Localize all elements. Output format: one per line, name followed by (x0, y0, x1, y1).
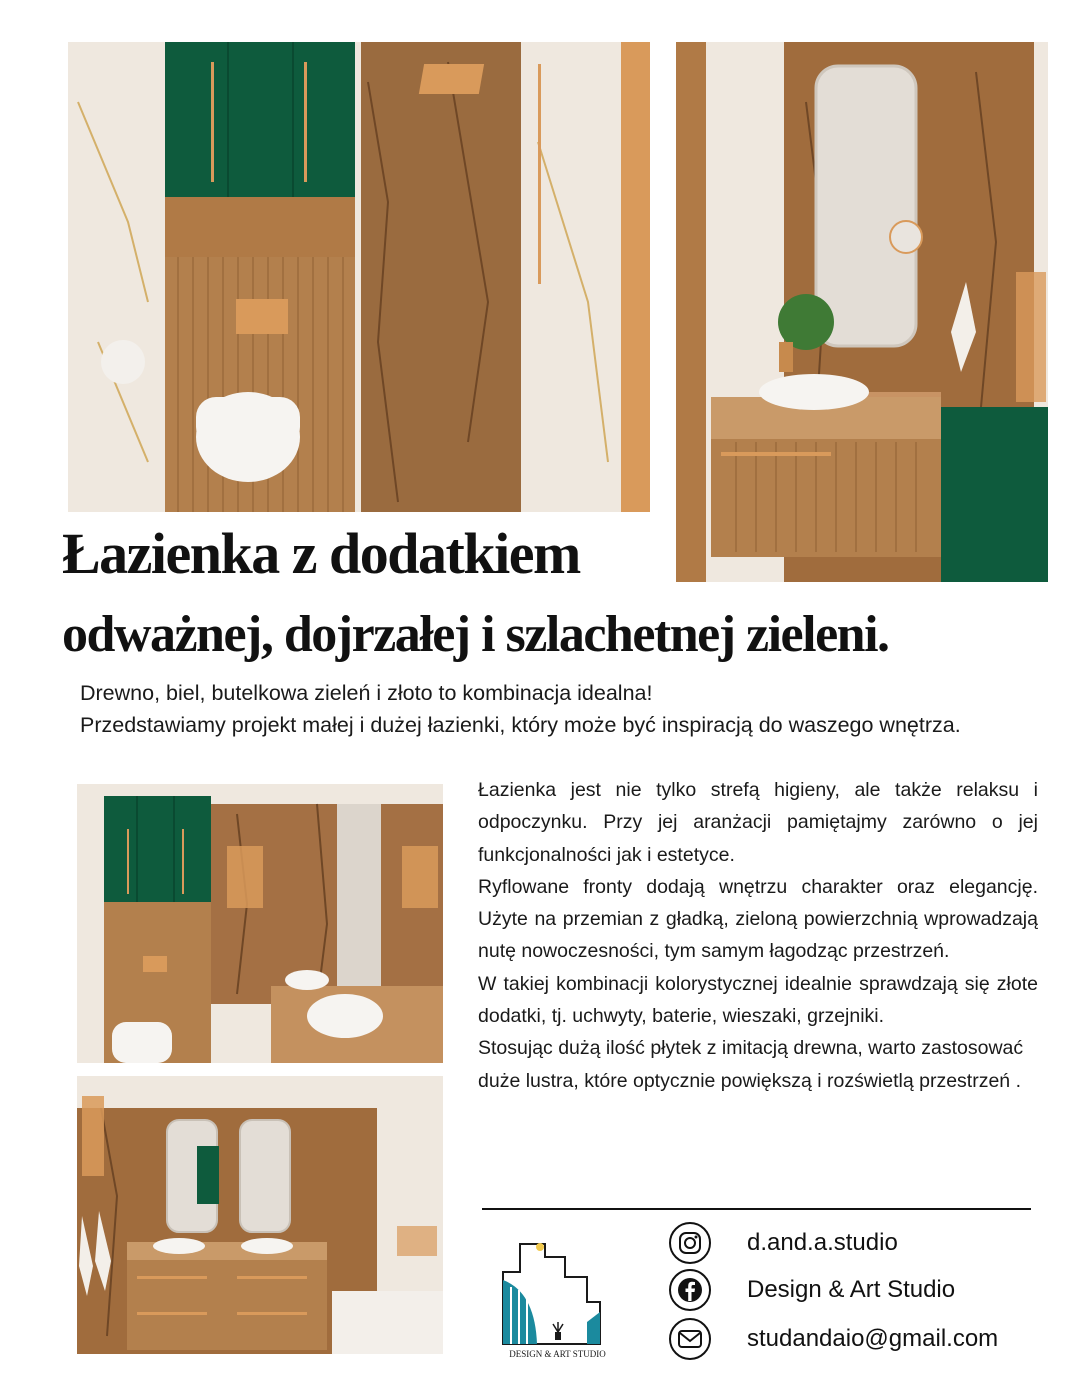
instagram-icon (668, 1221, 712, 1265)
contact-facebook[interactable] (668, 1268, 1048, 1312)
photo-large-bathroom-overview (77, 784, 443, 1063)
instagram-handle: d.and.a.studio (747, 1229, 898, 1256)
body-text (478, 774, 1038, 1097)
photo-small-bathroom-vanity (676, 42, 1048, 582)
body-paragraph-3: W takiej kombinacji kolorystycznej idealnie sprawdzają się złote dodatki, tj. uchwyty, baterie, wieszaki, grzejniki. (478, 972, 1038, 1028)
page-title-line1: Łazienka z dodatkiem (62, 521, 580, 586)
contact-email[interactable] (668, 1317, 1048, 1361)
body-paragraph-2: Ryflowane fronty dodają wnętrzu charakter oraz elegancję. Użyte na przemian z gładką, zieloną powierzchnią wprowadzają nutę nowoczesności, tym samym łagodząc przestrzeń. (478, 875, 1038, 963)
body-paragraph-1: Łazienka jest nie tylko strefą higieny, ale także relaksu i odpoczynku. Przy jej aranżacji pamiętajmy zarówno o jej funkcjonalności jak i estetyce. (478, 779, 1038, 866)
divider-line (482, 1208, 1031, 1210)
mail-icon (668, 1317, 712, 1361)
page-title-line2: odważnej, dojrzałej i szlachetnej zieleni. (62, 606, 889, 663)
intro-line1: Drewno, biel, butelkowa zieleń i złoto to kombinacja idealna! (80, 681, 653, 705)
facebook-page-name: Design & Art Studio (747, 1276, 956, 1303)
photo-large-bathroom-vanity (77, 1076, 443, 1354)
intro-line2: Przedstawiamy projekt małej i dużej łazienki, który może być inspiracją do waszego wnętrza. (80, 713, 961, 737)
email-address: studandaio@gmail.com (747, 1325, 999, 1352)
contact-instagram[interactable] (668, 1221, 1048, 1265)
body-paragraph-4: Stosując dużą ilość płytek z imitacją drewna, warto zastosować duże lustra, które optycznie powiększą i rozświetlą przestrzeń . (478, 1037, 1024, 1092)
studio-logo (495, 1232, 620, 1362)
facebook-icon (668, 1268, 712, 1312)
logo-text: DESIGN & ART STUDIO (509, 1349, 606, 1359)
photo-small-bathroom-wc (68, 42, 650, 512)
